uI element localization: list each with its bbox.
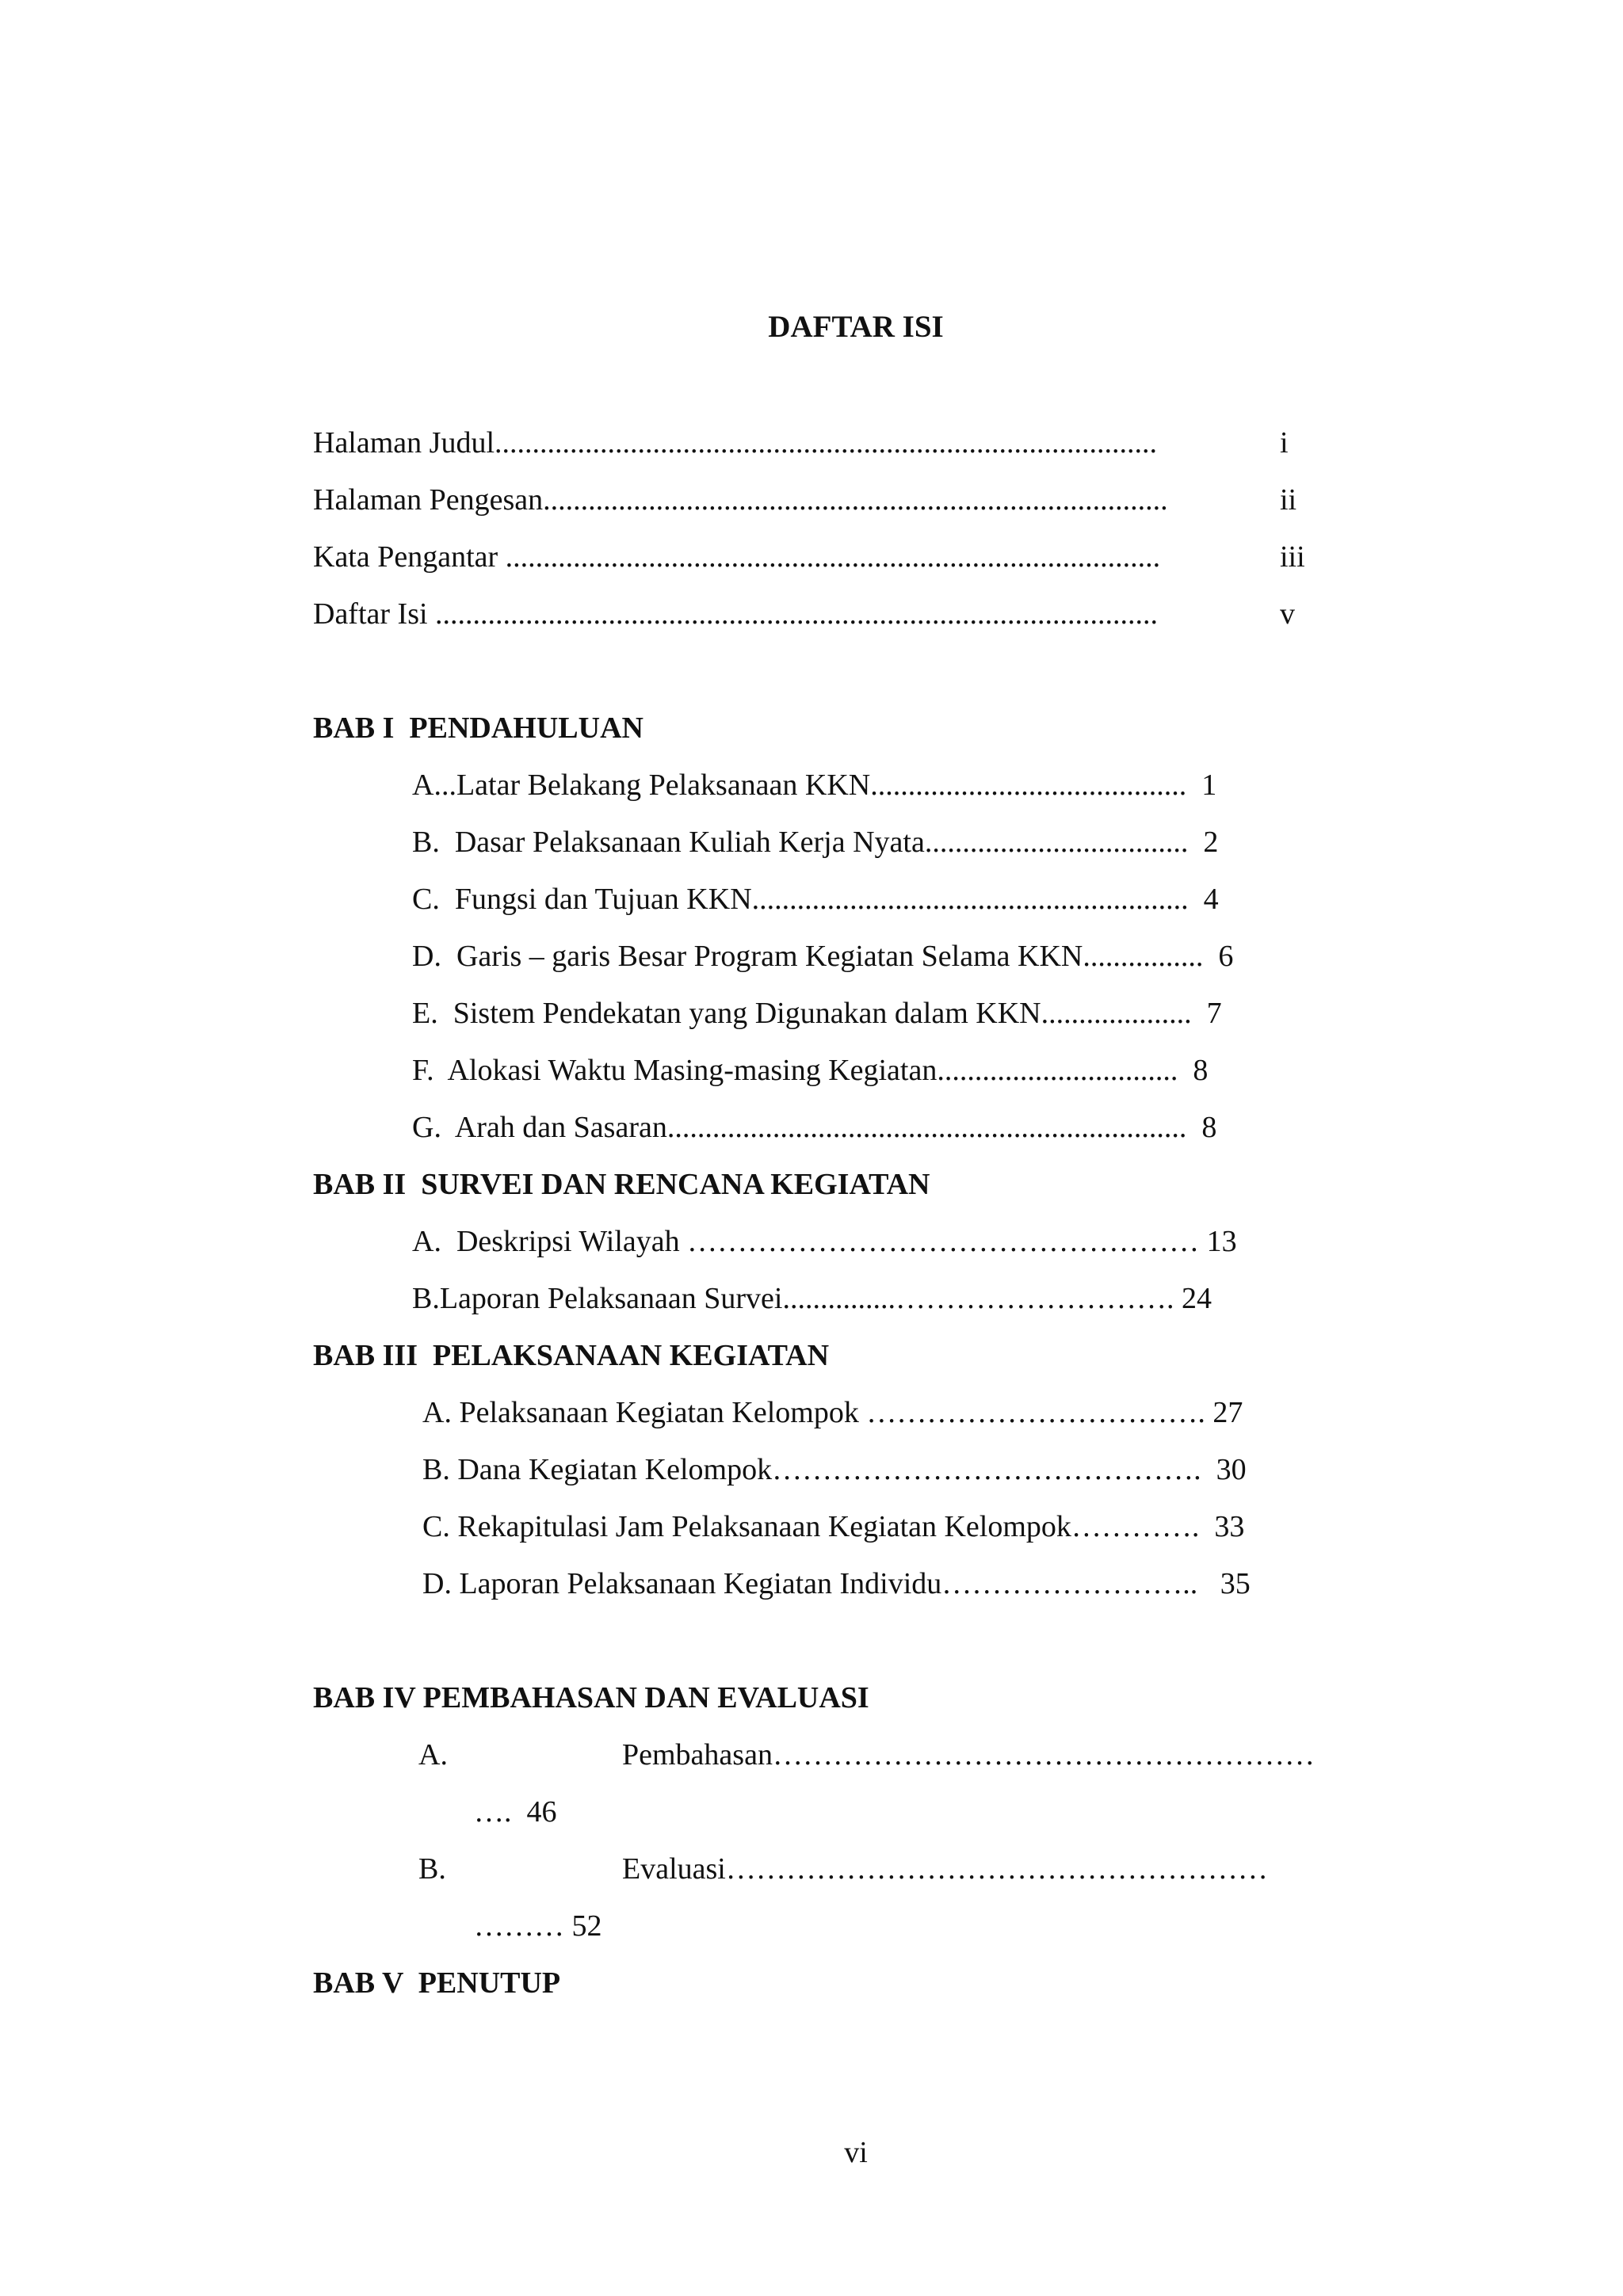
bab3-item-c: C. Rekapitulasi Jam Pelaksanaan Kegiatan Kelompok…………. 33 [422, 1510, 1245, 1543]
bab5-heading: BAB V PENUTUP [313, 1966, 561, 2000]
bab3-item-b: B. Dana Kegiatan Kelompok……………………………………. 30 [422, 1453, 1247, 1486]
bab1-item-c: C. Fungsi dan Tujuan KKN.......................................................... 4 [412, 883, 1219, 916]
bab2-heading: BAB II SURVEI DAN RENCANA KEGIATAN [313, 1168, 930, 1201]
toc-entry-page: iii [1280, 540, 1305, 574]
toc-entry-page: i [1280, 426, 1289, 460]
toc-entry-text: Kata Pengantar ....................................................................................... [313, 540, 1161, 574]
bab2-item-b: B.Laporan Pelaksanaan Survei...............………………………. 24 [412, 1282, 1212, 1315]
bab1-item-e: E. Sistem Pendekatan yang Digunakan dalam KKN.................... 7 [412, 997, 1222, 1030]
toc-entry-page: v [1280, 597, 1295, 631]
bab1-item-b: B. Dasar Pelaksanaan Kuliah Kerja Nyata................................... 2 [412, 826, 1219, 859]
toc-entry-text: Daftar Isi ................................................................................................ [313, 597, 1159, 631]
bab4-item-a-continuation: …. 46 [474, 1795, 557, 1829]
toc-entry-page: ii [1280, 483, 1297, 517]
bab1-item-f: F. Alokasi Waktu Masing-masing Kegiatan................................ 8 [412, 1054, 1209, 1087]
toc-entry-text: Halaman Judul........................................................................................ [313, 426, 1158, 460]
bab4-item-b-letter: B. [418, 1852, 446, 1886]
bab4-item-a-text: Pembahasan……………………………………………… [622, 1738, 1315, 1772]
page-title: DAFTAR ISI [768, 310, 944, 344]
bab3-heading: BAB III PELAKSANAAN KEGIATAN [313, 1339, 830, 1372]
bab1-heading: BAB I PENDAHULUAN [313, 711, 643, 745]
bab1-item-d: D. Garis – garis Besar Program Kegiatan Selama KKN................ 6 [412, 940, 1234, 973]
bab4-item-a-letter: A. [418, 1738, 448, 1772]
toc-entry-halaman-pengesan [313, 485, 1168, 515]
bab1-item-a: A...Latar Belakang Pelaksanaan KKN.......................................... 1 [412, 769, 1217, 802]
bab4-item-b-text: Evaluasi……………………………………………… [622, 1852, 1268, 1886]
bab3-item-d: D. Laporan Pelaksanaan Kegiatan Individu…………………….. 35 [422, 1567, 1251, 1600]
bab4-item-b-continuation: ……… 52 [474, 1909, 602, 1943]
toc-entry-halaman-judul [313, 428, 1157, 458]
bab3-item-a: A. Pelaksanaan Kegiatan Kelompok ……………………………. 27 [422, 1396, 1243, 1429]
toc-entry-text: Halaman Pengesan................................................................................... [313, 483, 1168, 517]
bab1-item-g: G. Arah dan Sasaran..................................................................... 8 [412, 1111, 1217, 1144]
toc-entry-daftar-isi [313, 599, 1158, 629]
page-number: vi [844, 2136, 868, 2169]
bab2-item-a: A. Deskripsi Wilayah …………………………………………… 13 [412, 1225, 1237, 1258]
bab4-heading: BAB IV PEMBAHASAN DAN EVALUASI [313, 1681, 869, 1714]
toc-entry-kata-pengantar [313, 542, 1160, 572]
